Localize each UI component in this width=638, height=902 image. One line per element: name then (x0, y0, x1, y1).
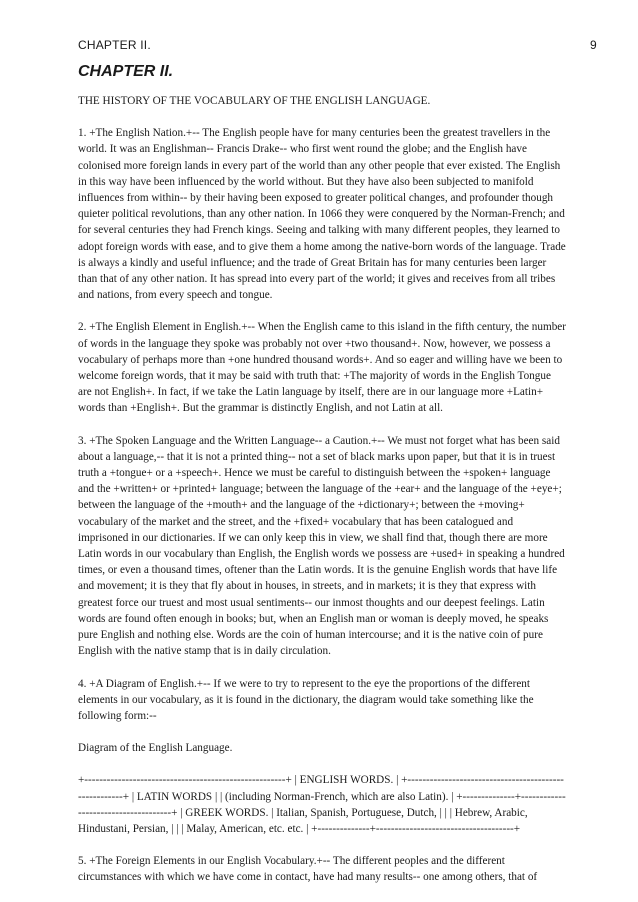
chapter-heading: CHAPTER II. (78, 63, 174, 80)
body-text (78, 93, 566, 902)
paragraph-foreign-elements: 5. +The Foreign Elements in our English Vocabulary.+-- The different peoples and the different circumstances with which we have come in contact, have had many results-- one among others, that of (78, 855, 538, 884)
page-number: 9 (590, 38, 597, 52)
paragraph-english-nation: 1. +The English Nation.+-- The English people have for many centuries been the greatest travellers in the world. It was an Englishman-- Francis Drake-- who first went round the globe; and the English have colonised more foreign lands in every part of the world than any other people that ever existed. The English in this way have been influenced by the world without. But they have also been subjected to manifold influences from within-- by their having been exposed to greater political changes, and profounder though quieter political revolutions, than any other nation. In 1066 they were conquered by the Norman-French; and for several centuries they had French kings. Seeing and talking with many different peoples, they learned to adopt foreign words with ease, and to give them a home among the native-born words of the language. Trade is always a kindly and useful influence; and the trade of Great Britain has for many centuries been larger than that of any other nation. It has spread into every part of the world; it gives and receives from all tribes and nations, from every speech and tongue. (78, 127, 566, 302)
section-title: THE HISTORY OF THE VOCABULARY OF THE ENGLISH LANGUAGE. (78, 95, 431, 107)
paragraph-diagram-intro: 4. +A Diagram of English.+-- If we were to try to represent to the eye the proportions of the different elements in our vocabulary, as it is found in the dictionary, the diagram would take something like the following form:-- (78, 677, 534, 722)
running-header-title: CHAPTER II. (78, 38, 151, 52)
paragraph-english-element: 2. +The English Element in English.+-- When the English came to this island in the fifth century, the number of words in the language they spoke was probably not over +two thousand+. Now, however, we possess a vocabulary of perhaps more than +one hundred thousand words+. And so eager and willing have we been to welcome foreign words, that it may be said with truth that: +The majority of words in the English Tongue are not English+. In fact, if we take the Latin language by itself, there are in our language more +Latin+ words than +English+. But the grammar is distinctly English, and not Latin at all. (78, 321, 566, 415)
paragraph-spoken-written-language: 3. +The Spoken Language and the Written Language-- a Caution.+-- We must not forget what has been said about a language,-- that it is not a printed thing-- not a set of black marks upon paper, but that it is in truest truth a +tongue+ or a +speech+. Hence we must be careful to distinguish between the +spoken+ language and the +written+ or +printed+ language; between the language of the +ear+ and the language of the +eye+; between the language of the +mouth+ and the language of the +dictionary+; between the +moving+ vocabulary of the market and the street, and the +fixed+ vocabulary that has been catalogued and imprisoned in our dictionaries. If we can only keep this in view, we shall find that, though there are more Latin words in our vocabulary than English, the English words we possess are +used+ in speaking a hundred times, or even a thousand times, oftener than the Latin words. It is the genuine English words that have life and movement; it is they that fly about in houses, in streets, and in markets; it is they that express with greatest force our truest and most usual sentiments-- our inmost thoughts and our deepest feelings. Latin words are found often enough in books; but, when an English man or woman is deeply moved, he speaks pure English and nothing else. Words are the coin of human intercourse; and it is the native coin of pure English with the native stamp that is in daily circulation. (78, 434, 565, 658)
ascii-diagram: +------------------------------------------------------+ | ENGLISH WORDS. | +------------------------------------------------------+ | LATIN WORDS | | (including Norman-French, which are also Latin). | +--------------+-------------------------------------+ | GREEK WORDS. | Italian, Spanish, Portuguese, Dutch, | | | Hebrew, Arabic, Hindustani, Persian, | | | Malay, American, etc. etc. | +--------------+-------------------------------------+ (78, 774, 566, 835)
diagram-caption: Diagram of the English Language. (78, 742, 233, 755)
